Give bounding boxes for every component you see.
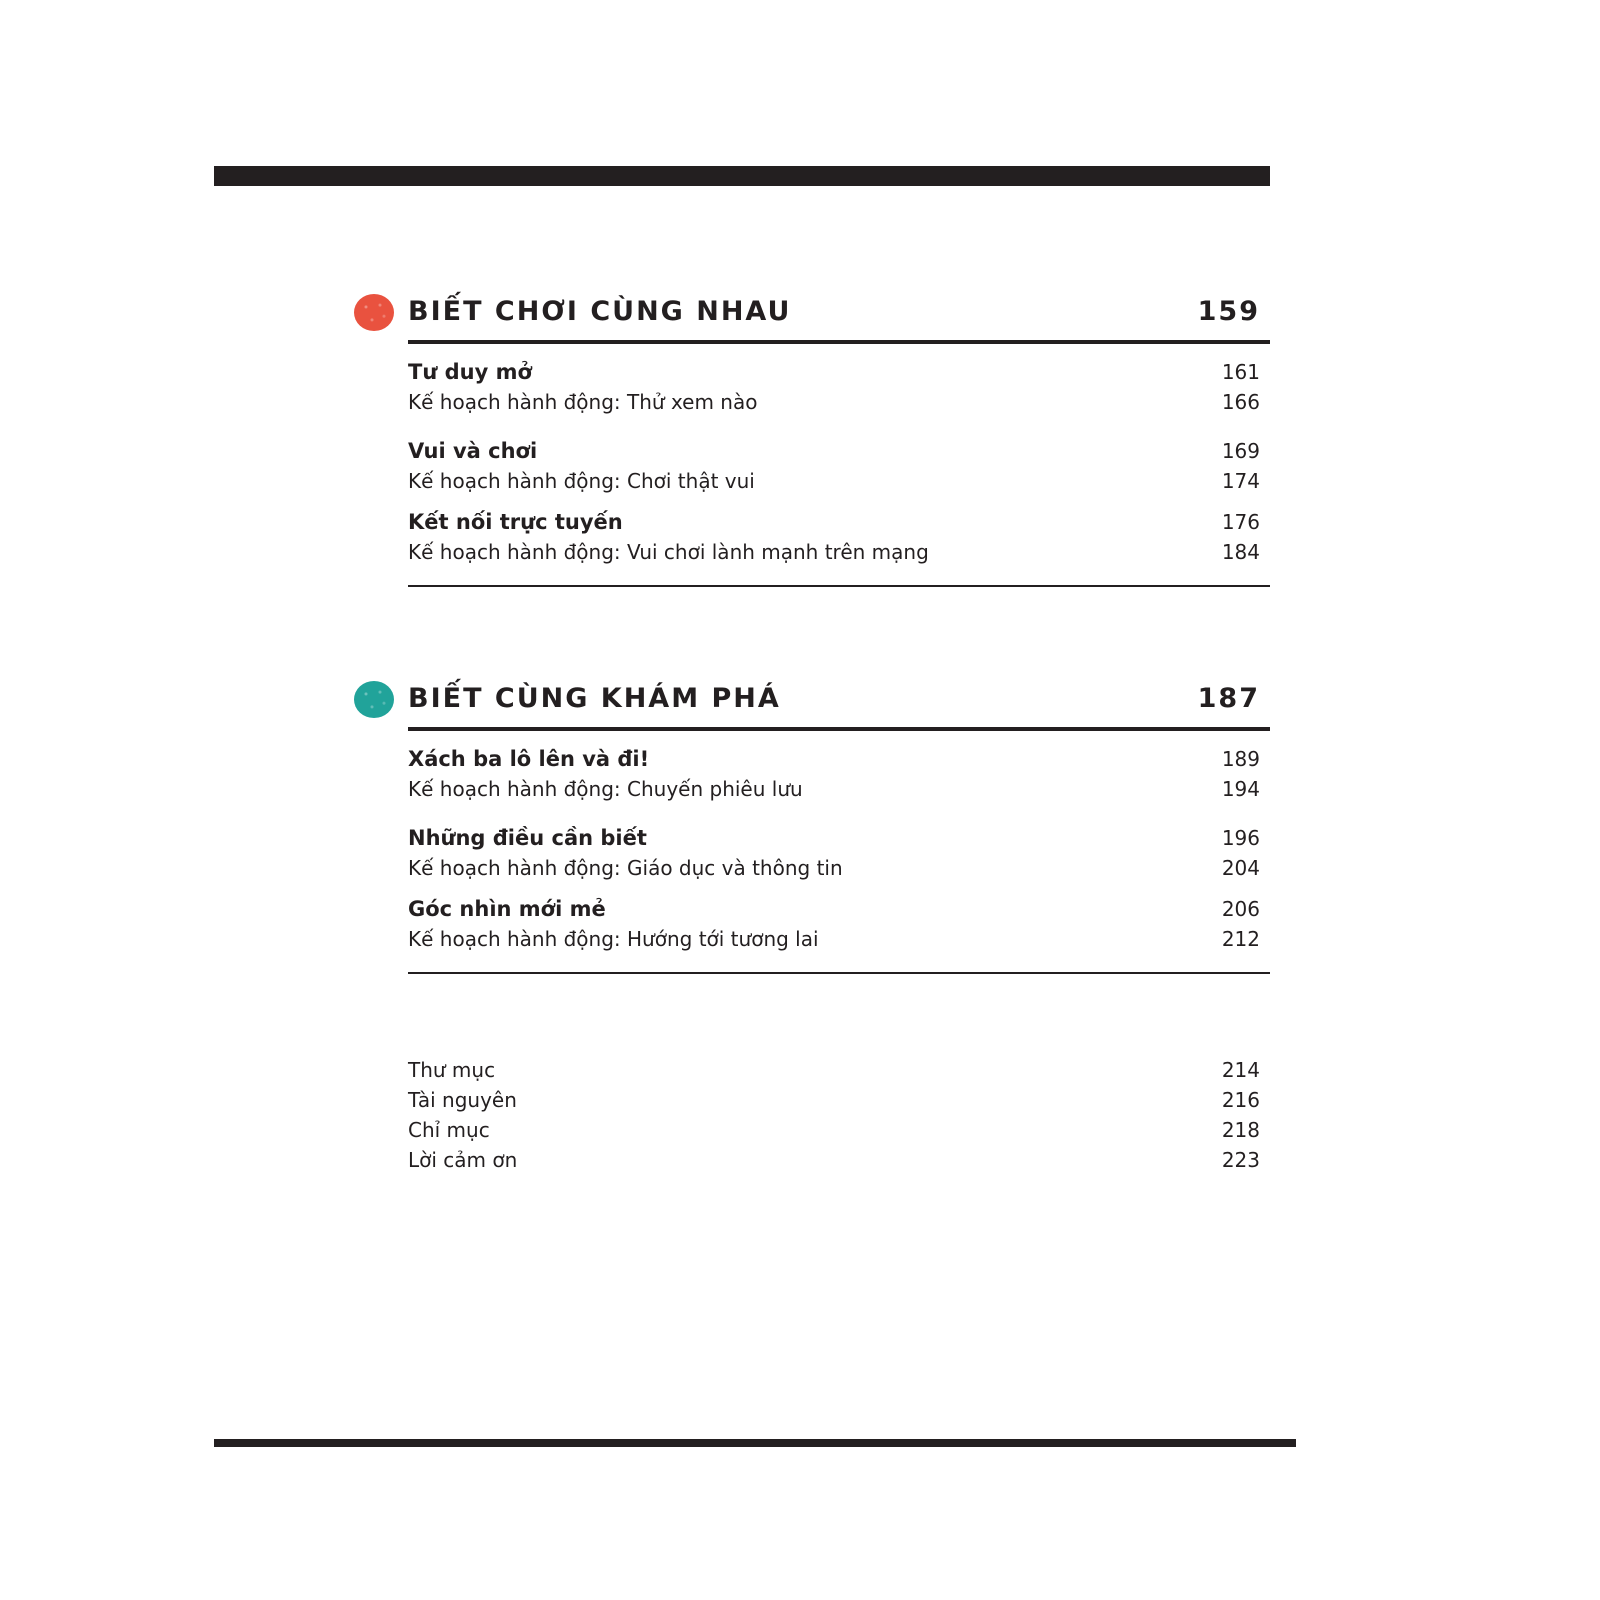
toc-section-play-together [408,294,1270,587]
toc-entry-action-plan[interactable] [408,540,1270,571]
entry-page: 161 [1221,360,1260,384]
toc-entry-action-plan[interactable] [408,469,1270,500]
entry-page: 176 [1221,510,1260,534]
toc-entry-backmatter[interactable] [408,1148,1260,1178]
entry-label: Lời cảm ơn [408,1148,518,1172]
red-dot-icon [354,294,394,331]
section-entries [408,731,1270,974]
entry-label: Kế hoạch hành động: Chuyến phiêu lưu [408,777,803,801]
entry-page: 206 [1221,897,1260,921]
entry-label: Kết nối trực tuyến [408,510,623,534]
entry-page: 212 [1221,927,1260,951]
bottom-rule [214,1439,1296,1447]
entry-page: 166 [1221,390,1260,414]
teal-dot-icon [354,681,394,718]
entry-label: Kế hoạch hành động: Thử xem nào [408,390,758,414]
entry-page: 214 [1221,1058,1260,1082]
entry-page: 218 [1221,1118,1260,1142]
entry-page: 189 [1221,747,1260,771]
section-header [408,294,1270,344]
toc-backmatter [408,1058,1260,1178]
entry-page: 204 [1221,856,1260,880]
toc-entry-chapter[interactable] [408,439,1270,469]
entry-label: Kế hoạch hành động: Hướng tới tương lai [408,927,819,951]
entry-label: Chỉ mục [408,1118,490,1142]
entry-label: Thư mục [408,1058,496,1082]
entry-page: 223 [1221,1148,1260,1172]
entry-page: 169 [1221,439,1260,463]
entry-page: 184 [1221,540,1260,564]
entry-label: Xách ba lô lên và đi! [408,747,650,771]
entry-label: Góc nhìn mới mẻ [408,897,606,921]
entry-label: Tài nguyên [408,1088,517,1112]
entry-label: Vui và chơi [408,439,538,463]
toc-entry-action-plan[interactable] [408,777,1270,808]
entry-label: Kế hoạch hành động: Giáo dục và thông tin [408,856,843,880]
entry-label: Những điều cần biết [408,826,647,850]
toc-section-explore-together [408,681,1270,974]
entry-page: 194 [1221,777,1260,801]
toc-entry-chapter[interactable] [408,897,1270,927]
toc-entry-backmatter[interactable] [408,1058,1260,1088]
toc-entry-action-plan[interactable] [408,927,1270,958]
toc-entry-backmatter[interactable] [408,1088,1260,1118]
toc-entry-action-plan[interactable] [408,856,1270,887]
entry-page: 196 [1221,826,1260,850]
toc-entry-action-plan[interactable] [408,390,1270,421]
entry-label: Kế hoạch hành động: Chơi thật vui [408,469,755,493]
toc-entry-backmatter[interactable] [408,1118,1260,1148]
toc-entry-chapter[interactable] [408,510,1270,540]
section-title: BIẾT CHƠI CÙNG NHAU [408,296,792,327]
section-title: BIẾT CÙNG KHÁM PHÁ [408,683,781,714]
entry-label: Tư duy mở [408,360,532,384]
section-header [408,681,1270,731]
entry-page: 174 [1221,469,1260,493]
section-page-number: 187 [1197,683,1260,714]
section-page-number: 159 [1197,296,1260,327]
toc-entry-chapter[interactable] [408,826,1270,856]
section-entries [408,344,1270,587]
top-rule [214,166,1270,186]
toc-entry-chapter[interactable] [408,747,1270,777]
entry-label: Kế hoạch hành động: Vui chơi lành mạnh trên mạng [408,540,929,564]
toc-entry-chapter[interactable] [408,360,1270,390]
entry-page: 216 [1221,1088,1260,1112]
